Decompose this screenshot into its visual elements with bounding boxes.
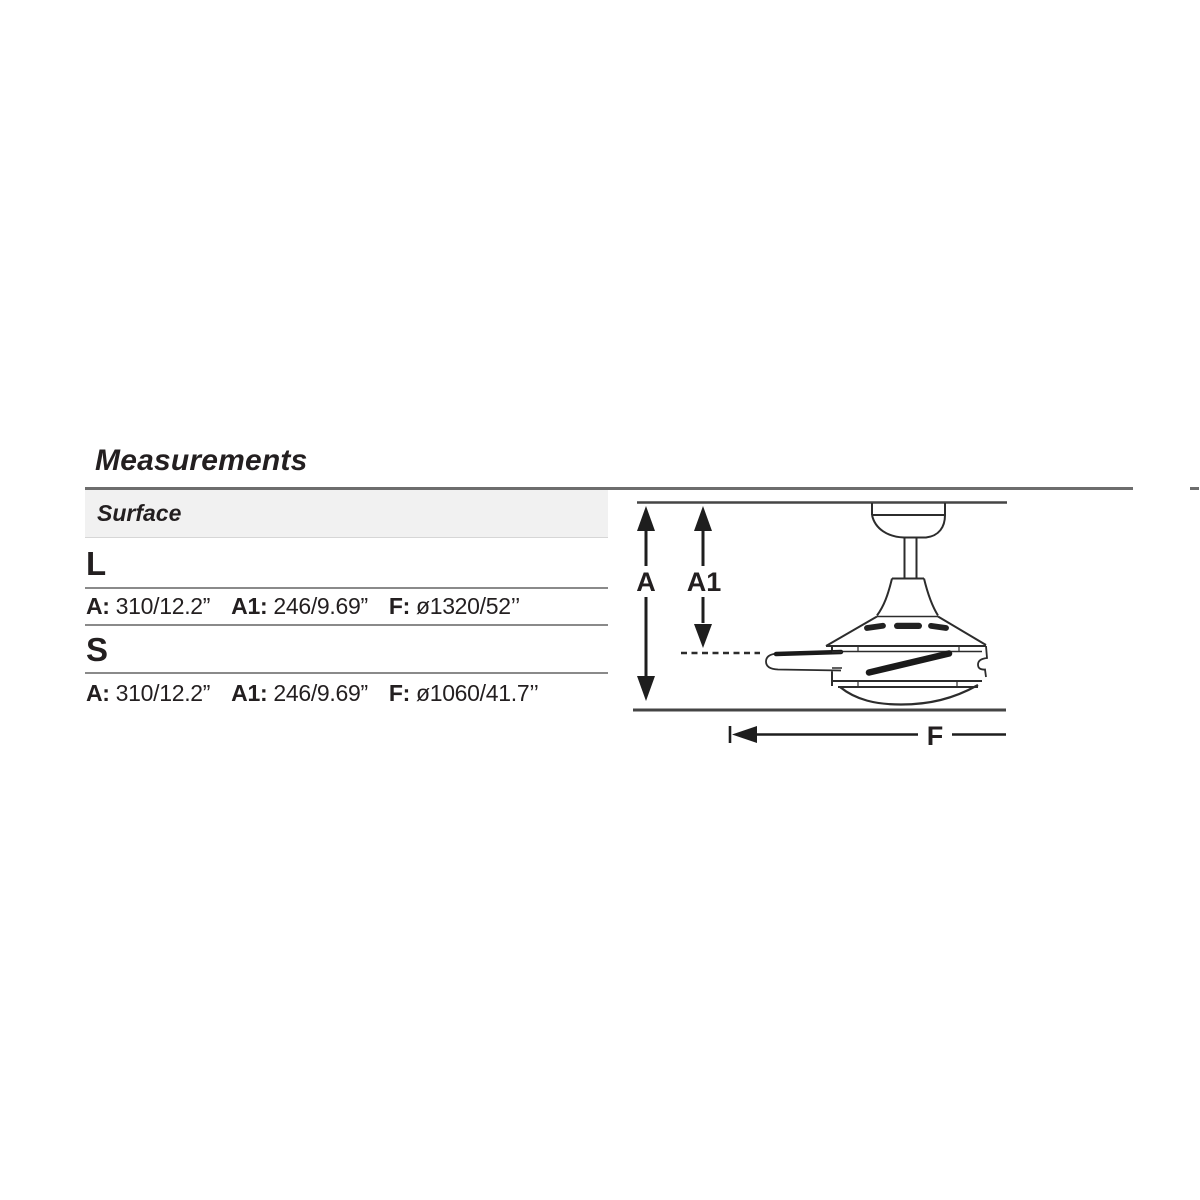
measurement-f-value: ø1320/52’’ — [415, 593, 520, 619]
measurement-a1-label: A1: — [231, 680, 268, 706]
measurement-f-value: ø1060/41.7’’ — [415, 680, 539, 706]
size-label-small: S — [85, 626, 608, 674]
vent-slots — [864, 622, 950, 631]
table-header-label: Surface — [97, 500, 182, 526]
dimension-arrow-a — [637, 506, 655, 701]
measurement-f-label: F: — [388, 680, 410, 706]
page-title: Measurements — [95, 444, 308, 477]
measurement-a1 — [231, 680, 368, 707]
measurement-a-value: 310/12.2” — [115, 593, 211, 619]
fan-dimension-diagram — [620, 495, 1150, 760]
measurement-a — [86, 593, 210, 620]
dimension-line-f — [730, 726, 1006, 743]
measurement-a1-value: 246/9.69” — [273, 680, 368, 706]
fan-canopy — [872, 503, 945, 538]
dimension-label-f: F — [926, 721, 944, 751]
size-label-large: L — [85, 538, 608, 589]
measurements-row-small — [85, 674, 608, 713]
measurement-f — [389, 593, 520, 620]
measurement-a1-value: 246/9.69” — [273, 593, 368, 619]
measurement-a1-label: A1: — [231, 593, 268, 619]
fan-blade-angled — [869, 654, 949, 673]
top-rule-fragment — [1190, 487, 1199, 490]
fan-blade-left — [766, 651, 842, 672]
dimension-label-a1: A1 — [686, 567, 722, 597]
measurement-a1 — [231, 593, 368, 620]
measurement-f — [389, 680, 539, 707]
measurement-a-label: A: — [86, 593, 110, 619]
fan-motor-housing — [826, 579, 986, 647]
measurements-row-large — [85, 589, 608, 626]
table-header-row — [85, 490, 608, 538]
measurement-a-label: A: — [86, 680, 110, 706]
dimension-label-a: A — [636, 567, 656, 597]
measurement-a — [86, 680, 210, 707]
fan-downrod — [905, 538, 917, 579]
measurement-a-value: 310/12.2” — [115, 680, 211, 706]
measurement-f-label: F: — [388, 593, 410, 619]
